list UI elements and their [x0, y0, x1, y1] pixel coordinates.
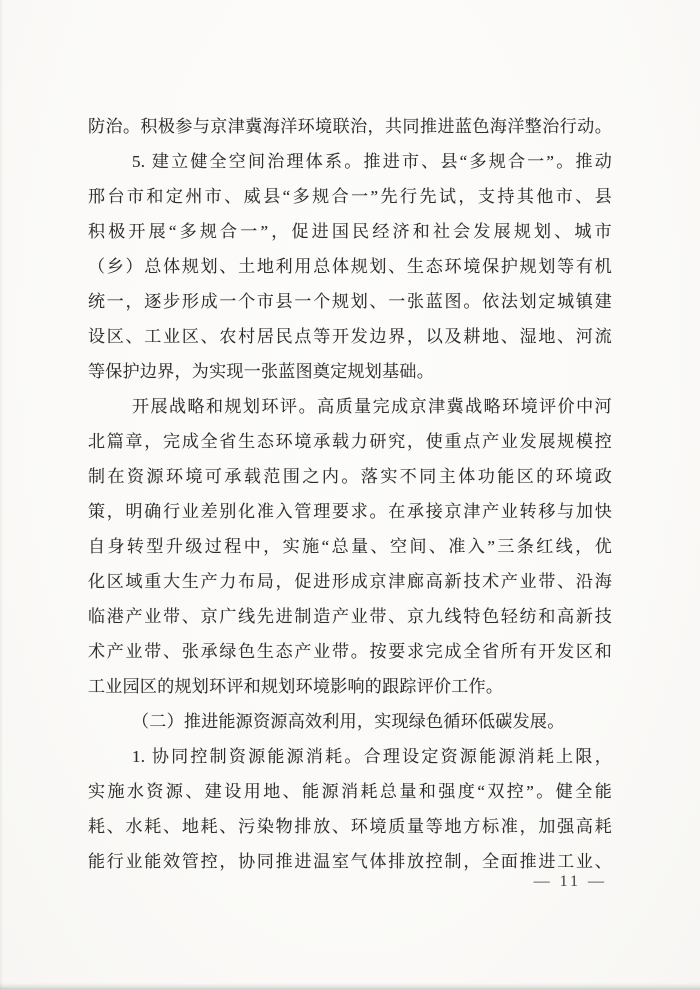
text-line: 临港产业带、京广线先进制造产业带、京九线特色轻纺和高新技	[88, 607, 612, 626]
text-line: 5. 建立健全空间治理体系。推进市、县“多规合一”。推动	[132, 152, 612, 171]
text-line: 邢台市和定州市、威县“多规合一”先行先试，支持其他市、县	[88, 187, 612, 206]
text-line: 1. 协同控制资源能源消耗。合理设定资源能源消耗上限，	[132, 747, 612, 766]
text-line: 制在资源环境可承载范围之内。落实不同主体功能区的环境政	[88, 467, 612, 486]
text-line: 等保护边界，为实现一张蓝图奠定规划基础。	[88, 362, 434, 381]
page-number: — 11 —	[533, 873, 607, 890]
text-line: （二）推进能源资源高效利用，实现绿色循环低碳发展。	[132, 712, 565, 731]
text-line: 防治。积极参与京津冀海洋环境联治，共同推进蓝色海洋整治行动。	[88, 117, 612, 136]
text-line: 实施水资源、建设用地、能源消耗总量和强度“双控”。健全能	[88, 782, 612, 801]
text-line: 工业园区的规划环评和规划环境影响的跟踪评价工作。	[88, 677, 504, 696]
page-edge-shadow	[0, 983, 700, 989]
text-line: 策，明确行业差别化准入管理要求。在承接京津产业转移与加快	[88, 502, 612, 521]
text-line: 自身转型升级过程中，实施“总量、空间、准入”三条红线，优	[88, 537, 612, 556]
page-edge-left	[0, 0, 3, 989]
text-line: 耗、水耗、地耗、污染物排放、环境质量等地方标准，加强高耗	[88, 817, 612, 836]
text-line: 开展战略和规划环评。高质量完成京津冀战略环境评价中河	[132, 397, 612, 416]
text-line: 化区域重大生产力布局，促进形成京津廊高新技术产业带、沿海	[88, 572, 612, 591]
text-line: 北篇章，完成全省生态环境承载力研究，使重点产业发展规模控	[88, 432, 612, 451]
text-line: 能行业能效管控，协同推进温室气体排放控制，全面推进工业、	[88, 852, 612, 871]
text-line: 术产业带、张承绿色生态产业带。按要求完成全省所有开发区和	[88, 642, 612, 661]
document-body	[88, 109, 612, 879]
text-line: （乡）总体规划、土地利用总体规划、生态环境保护规划等有机	[88, 257, 612, 276]
text-line: 统一，逐步形成一个市县一个规划、一张蓝图。依法划定城镇建	[88, 292, 612, 311]
text-line: 设区、工业区、农村居民点等开发边界，以及耕地、湿地、河流	[88, 327, 612, 346]
text-line: 积极开展“多规合一”，促进国民经济和社会发展规划、城市	[88, 222, 612, 241]
